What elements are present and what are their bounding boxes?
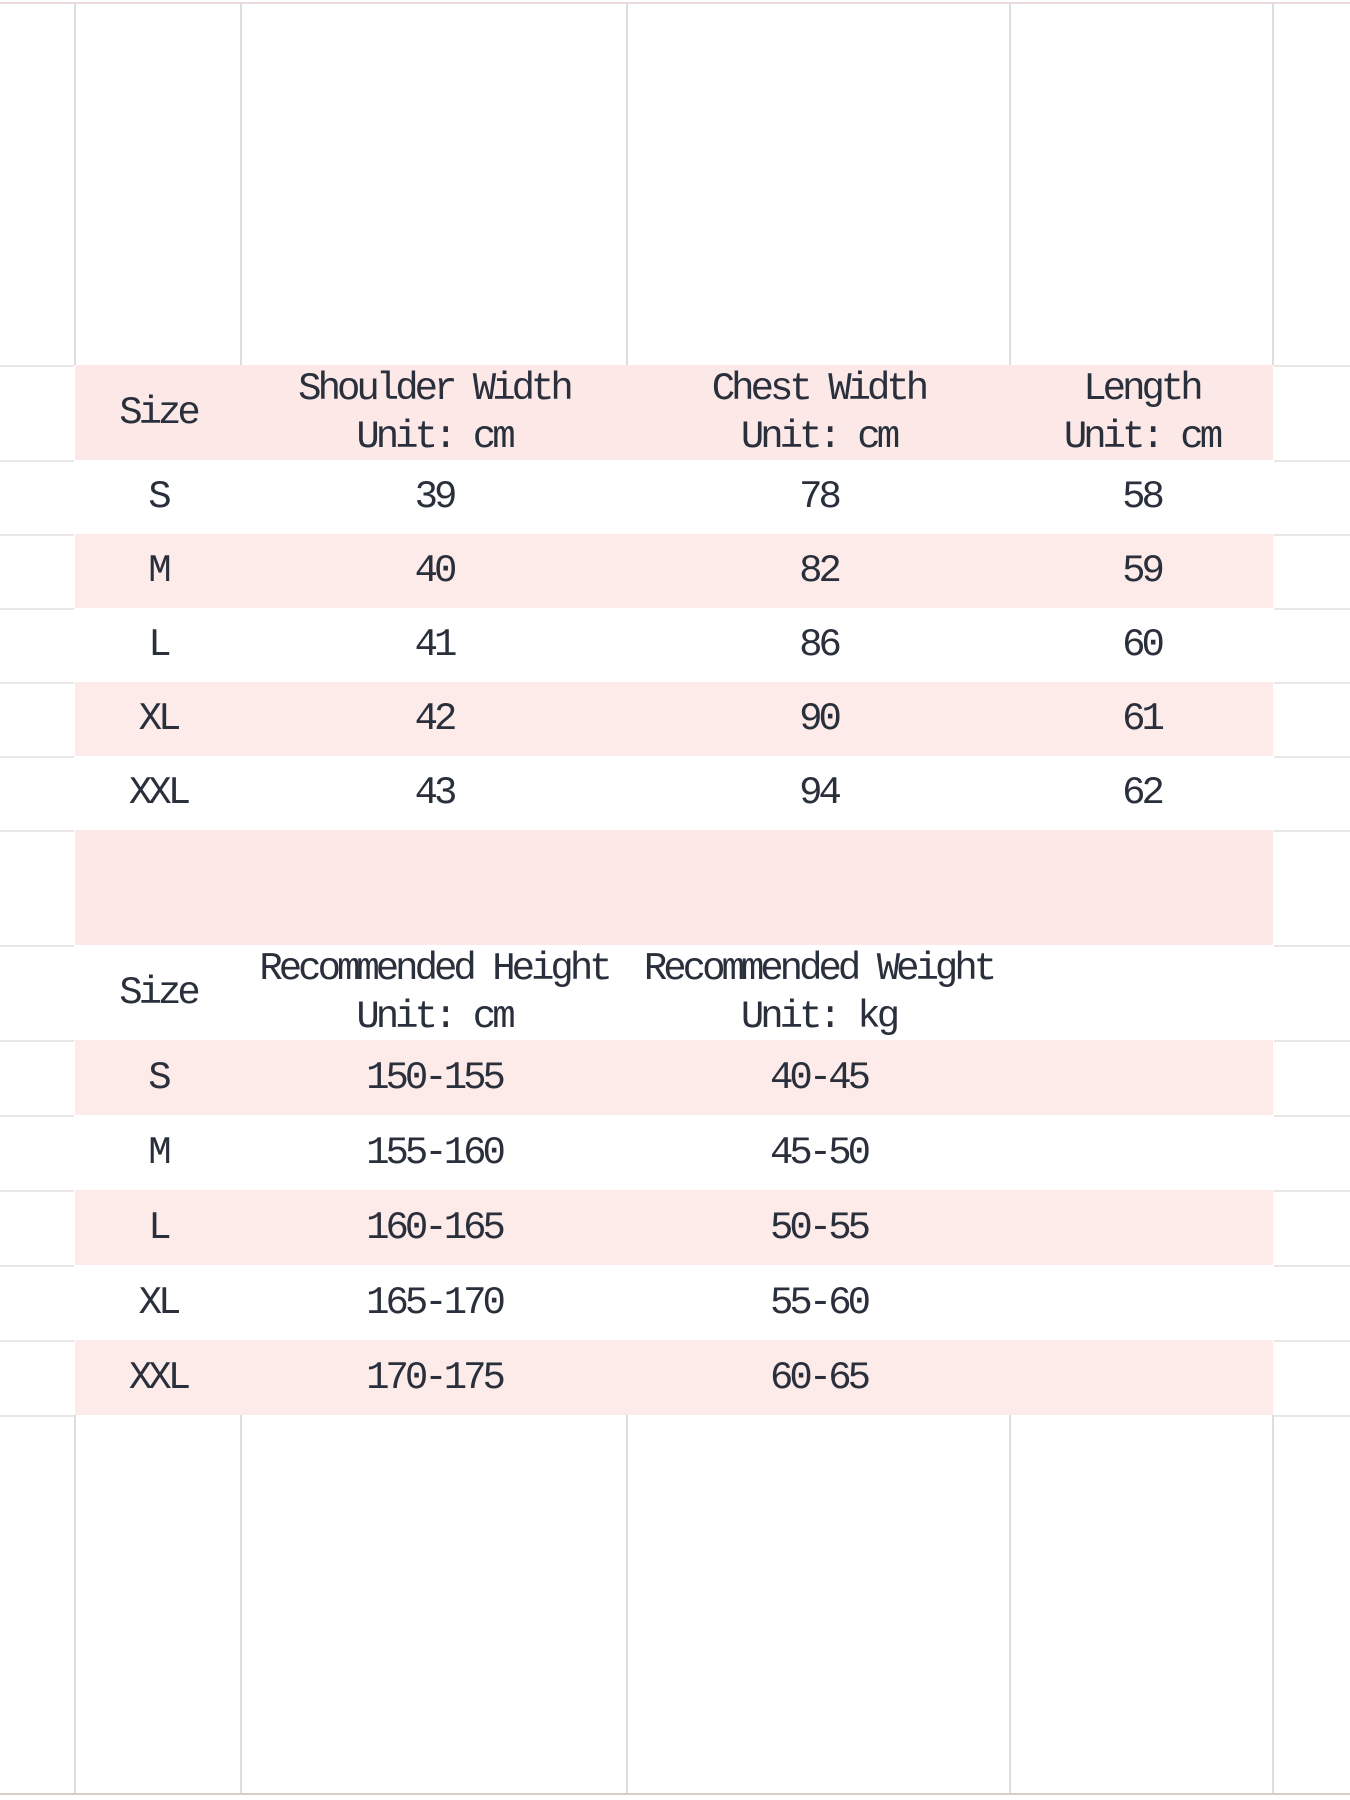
margin-tick [1274,1115,1350,1117]
recommended-weight-label: Recommended Weight [643,946,994,991]
cell-chest-width: 82 [799,549,838,593]
cell-size: L [148,1205,168,1250]
margin-tick [1274,830,1350,832]
cell-length: 60 [1122,623,1161,667]
cell-recommended-weight: 60-65 [769,1355,868,1400]
recommendation-header-row [75,945,1273,1040]
margin-tick [1274,608,1350,610]
cell-recommended-height: 150-155 [366,1055,502,1100]
cell-size: XL [138,697,178,741]
margin-tick [1274,1340,1350,1342]
margin-tick [1274,1415,1350,1417]
margin-tick [0,830,74,832]
cell-recommended-height: 160-165 [366,1205,502,1250]
cell-shoulder-width: 41 [414,623,454,667]
cell-shoulder-width: 42 [414,697,454,741]
cell-spacer [1010,1190,1273,1265]
cell-size: M [148,549,168,593]
grid-line [626,1415,628,1793]
grid-line [240,2,242,365]
cell-size: M [148,1130,168,1175]
margin-tick [1274,945,1350,947]
margin-tick [1274,1040,1350,1042]
cell-recommended-weight: 55-60 [769,1280,868,1325]
cell-chest-width: 90 [799,697,838,741]
cell-size: S [148,1055,168,1100]
grid-line [1272,2,1274,365]
margin-tick [0,1040,74,1042]
margin-tick [0,756,74,758]
bottom-grid-line [0,1793,1350,1795]
recommendation-row-s [75,1040,1273,1115]
grid-line [1272,1415,1274,1793]
cell-recommended-weight: 50-55 [769,1205,868,1250]
measurements-header-size: Size [119,390,197,435]
margin-tick [0,1415,74,1417]
recommended-weight-unit: Unit: kg [740,994,897,1039]
measurements-row-l [75,608,1273,682]
cell-spacer [1010,1340,1273,1415]
cell-chest-width: 86 [799,623,838,667]
grid-line [74,2,76,365]
recommendation-header-height [241,945,627,1040]
cell-length: 61 [1122,697,1161,741]
measurements-header-length [1010,365,1273,460]
measurements-row-s [75,460,1273,534]
recommendation-row-xxl [75,1340,1273,1415]
cell-size: XXL [128,771,188,815]
recommended-height-unit: Unit: cm [356,994,512,1039]
margin-tick [0,1190,74,1192]
cell-size: XL [138,1280,178,1325]
margin-tick [1274,682,1350,684]
margin-tick [1274,460,1350,462]
cell-recommended-weight: 40-45 [769,1055,868,1100]
measurements-row-xxl [75,756,1273,830]
cell-shoulder-width: 39 [414,475,454,519]
cell-spacer [1010,1265,1273,1340]
recommendation-header-spacer [1010,945,1273,1040]
cell-size: L [148,623,168,667]
margin-tick [0,534,74,536]
measurements-row-xl [75,682,1273,756]
length-label: Length [1083,366,1200,411]
recommendation-header-weight [627,945,1010,1040]
cell-chest-width: 78 [799,475,838,519]
recommendation-row-m [75,1115,1273,1190]
grid-line [626,2,628,365]
grid-line [1009,2,1011,365]
separator-band [75,830,1273,945]
margin-tick [0,682,74,684]
margin-tick [0,945,74,947]
cell-spacer [1010,1115,1273,1190]
chest-width-label: Chest Width [711,366,926,411]
top-grid-line [0,2,1350,4]
shoulder-width-label: Shoulder Width [298,366,570,411]
chest-width-unit: Unit: cm [740,414,897,459]
cell-chest-width: 94 [799,771,838,815]
margin-tick [0,365,74,367]
length-unit: Unit: cm [1063,414,1220,459]
margin-tick [0,1265,74,1267]
cell-length: 59 [1122,549,1161,593]
shoulder-width-unit: Unit: cm [356,414,512,459]
recommendation-row-l [75,1190,1273,1265]
grid-line [1009,1415,1011,1793]
grid-line [74,1415,76,1793]
margin-tick [0,460,74,462]
measurements-header-shoulder [241,365,627,460]
cell-shoulder-width: 43 [414,771,454,815]
recommended-height-label: Recommended Height [259,946,609,991]
margin-tick [0,1340,74,1342]
cell-length: 62 [1122,771,1161,815]
margin-tick [1274,756,1350,758]
grid-line [240,1415,242,1793]
cell-recommended-height: 165-170 [366,1280,502,1325]
cell-recommended-height: 155-160 [366,1130,502,1175]
margin-tick [1274,1190,1350,1192]
recommendation-row-xl [75,1265,1273,1340]
margin-tick [1274,1265,1350,1267]
margin-tick [1274,534,1350,536]
cell-size: S [148,475,168,519]
cell-spacer [1010,1040,1273,1115]
recommendation-header-size: Size [119,970,197,1015]
cell-recommended-height: 170-175 [366,1355,502,1400]
margin-tick [0,608,74,610]
margin-tick [0,1115,74,1117]
cell-length: 58 [1122,475,1161,519]
cell-recommended-weight: 45-50 [769,1130,868,1175]
measurements-header-chest [627,365,1010,460]
cell-shoulder-width: 40 [414,549,454,593]
measurements-row-m [75,534,1273,608]
measurements-header-row [75,365,1273,460]
margin-tick [1274,365,1350,367]
cell-size: XXL [128,1355,188,1400]
